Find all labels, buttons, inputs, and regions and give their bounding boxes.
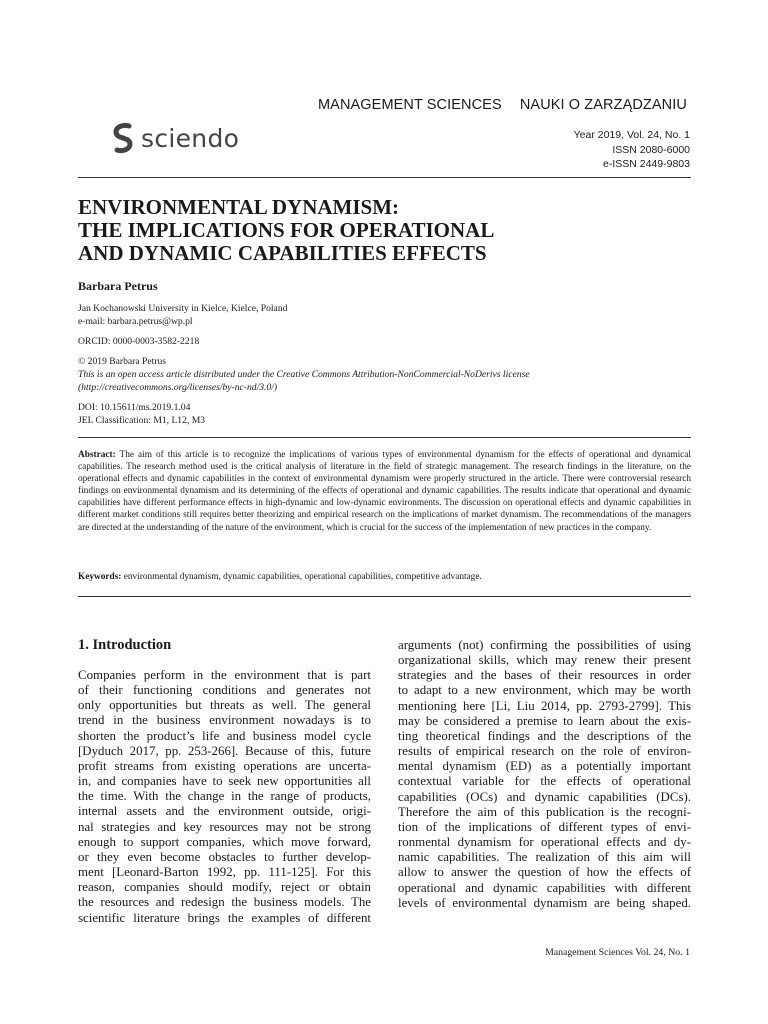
abstract-bottom-rule bbox=[78, 596, 691, 597]
text-line: arguments (not) confirming the possibilities of using bbox=[398, 638, 691, 652]
text-line: only opportunities but threats as well. The general bbox=[78, 698, 371, 713]
title-line: AND DYNAMIC CAPABILITIES EFFECTS bbox=[78, 241, 487, 265]
text-line: capabilities (OCs) and dynamic capabilities (DCs). bbox=[398, 789, 691, 804]
text-line: ronmental dynamism for operational effects and dy- bbox=[398, 835, 691, 850]
series-en: MANAGEMENT SCIENCES bbox=[318, 97, 502, 113]
text-line: or they even become obstacles to further develop- bbox=[78, 849, 371, 864]
text-line: internal assets and the environment outside, origi- bbox=[78, 804, 371, 819]
keywords-label: Keywords: bbox=[78, 572, 122, 582]
orcid: ORCID: 0000-0003-3582-2218 bbox=[78, 336, 200, 347]
text-line: tion of the implications of different types of envi- bbox=[398, 819, 691, 834]
sciendo-logo-icon bbox=[111, 122, 135, 154]
journal-series bbox=[318, 97, 687, 113]
text-line: operational and dynamic capabilities with different bbox=[398, 880, 691, 895]
text-line: Therefore the aim of this publication is the recogni- bbox=[398, 804, 691, 819]
section-heading: 1. Introduction bbox=[78, 637, 172, 653]
author-name: Barbara Petrus bbox=[78, 279, 158, 293]
text-line: may be considered a premise to learn about the exis- bbox=[398, 713, 691, 728]
text-line: strategies and the bases of their resources in order bbox=[398, 668, 691, 683]
text-line: [Dyduch 2017, pp. 253-266]. Because of this, future bbox=[78, 743, 371, 758]
title-line: ENVIRONMENTAL DYNAMISM: bbox=[78, 195, 400, 219]
article-title bbox=[78, 196, 494, 265]
text-line: contextual variable for the effects of operational bbox=[398, 774, 691, 789]
jel-classification: JEL Classification: M1, L12, M3 bbox=[78, 415, 206, 426]
abstract-text: The aim of this article is to recognize the implications of various types of environmental dynamism for the effects of operational and dynamical capabilities. The research method used is the critical analysis of literature in the field of strategic management. The research findings in the literature, on the operational effects and dynamic capabilities in the context of environmental dynamism were properly structured in the article. There were controversial research findings on environmental dynamism and its determining of the effects of operational and dynamic capabilities. The results indicate that operational and dynamic capabilities have different performance effects in high-dynamic and low-dynamic environments. The discussion on operational effects and dynamic capabilities in different market conditions still requires better theorizing and empirical research on the implications of market dynamism. The recommendations of the managers are directed at the understanding of the nature of the environment, which is crucial for the success of the implementation of new practices in the company. bbox=[78, 450, 691, 533]
abstract-label: Abstract: bbox=[78, 450, 116, 460]
text-line: namic capabilities. The realization of this aim will bbox=[398, 850, 691, 865]
text-line: Companies perform in the environment that is part bbox=[78, 668, 371, 682]
text-line: shorten the product’s life and business model cycle bbox=[78, 728, 371, 743]
text-line: enough to support companies, which move forward, bbox=[78, 834, 371, 849]
abstract-top-rule bbox=[78, 437, 691, 438]
text-line: levels of environmental dynamism are being shaped. bbox=[398, 895, 691, 910]
body-left-column bbox=[78, 668, 371, 926]
text-line: mentioning here [Li, Liu 2014, pp. 2793-2799]. This bbox=[398, 698, 691, 713]
text-line: the time. With the change in the range of products, bbox=[78, 789, 371, 804]
text-line: reason, companies should modify, reject or obtain bbox=[78, 880, 371, 895]
license-text: This is an open access article distributed under the Creative Commons Attribution-NonCommercial-NoDerivs license bbox=[78, 369, 530, 380]
text-line: profit streams from existing operations are uncerta- bbox=[78, 758, 371, 773]
doi: DOI: 10.15611/ms.2019.1.04 bbox=[78, 402, 191, 413]
page-footer: Management Sciences Vol. 24, No. 1 bbox=[545, 947, 690, 958]
keywords-text: environmental dynamism, dynamic capabilities, operational capabilities, competitive advantage. bbox=[121, 572, 482, 582]
identifiers-block bbox=[78, 401, 205, 427]
affiliation: Jan Kochanowski University in Kielce, Kielce, Poland bbox=[78, 303, 288, 314]
title-line: THE IMPLICATIONS FOR OPERATIONAL bbox=[78, 218, 495, 242]
sciendo-logo bbox=[111, 120, 239, 156]
issn: ISSN 2080-6000 bbox=[612, 143, 690, 156]
text-line: to adapt to a new environment, which may be worth bbox=[398, 683, 691, 698]
abstract bbox=[78, 449, 691, 534]
body-right-column bbox=[398, 638, 691, 911]
author-affiliation-block bbox=[78, 302, 287, 328]
year-volume: Year 2019, Vol. 24, No. 1 bbox=[573, 129, 690, 141]
eissn: e-ISSN 2449-9803 bbox=[603, 158, 690, 170]
header-rule bbox=[78, 177, 691, 178]
series-pl: NAUKI O ZARZĄDZANIU bbox=[519, 97, 687, 113]
text-line: organizational skills, which may renew their present bbox=[398, 653, 691, 668]
publication-info bbox=[574, 128, 690, 172]
text-line: scientific literature brings the examples of different bbox=[78, 910, 371, 925]
text-line: of their functioning conditions and generates not bbox=[78, 683, 371, 698]
license-block bbox=[78, 355, 530, 394]
text-line: the resources and redesign the business models. The bbox=[78, 895, 371, 910]
text-line: results of empirical research on the role of environ- bbox=[398, 744, 691, 759]
sciendo-wordmark: sciendo bbox=[141, 123, 240, 153]
text-line: nal strategies and key resources may not be strong bbox=[78, 819, 371, 834]
text-line: mental dynamism (ED) as a potentially important bbox=[398, 759, 691, 774]
license-url: (http://creativecommons.org/licenses/by-nc-nd/3.0/) bbox=[78, 382, 278, 393]
text-line: in, and companies have to seek new opportunities all bbox=[78, 774, 371, 789]
text-line: trend in the business environment nowadays is to bbox=[78, 713, 371, 728]
author-email: e-mail: barbara.petrus@wp.pl bbox=[78, 316, 193, 327]
copyright: © 2019 Barbara Petrus bbox=[78, 356, 167, 367]
text-line: allow to answer the question of how the effects of bbox=[398, 865, 691, 880]
text-line: ment [Leonard-Barton 1992, pp. 111-125]. For this bbox=[78, 865, 371, 880]
text-line: ting theoretical findings and the descriptions of the bbox=[398, 728, 691, 743]
keywords bbox=[78, 572, 482, 582]
